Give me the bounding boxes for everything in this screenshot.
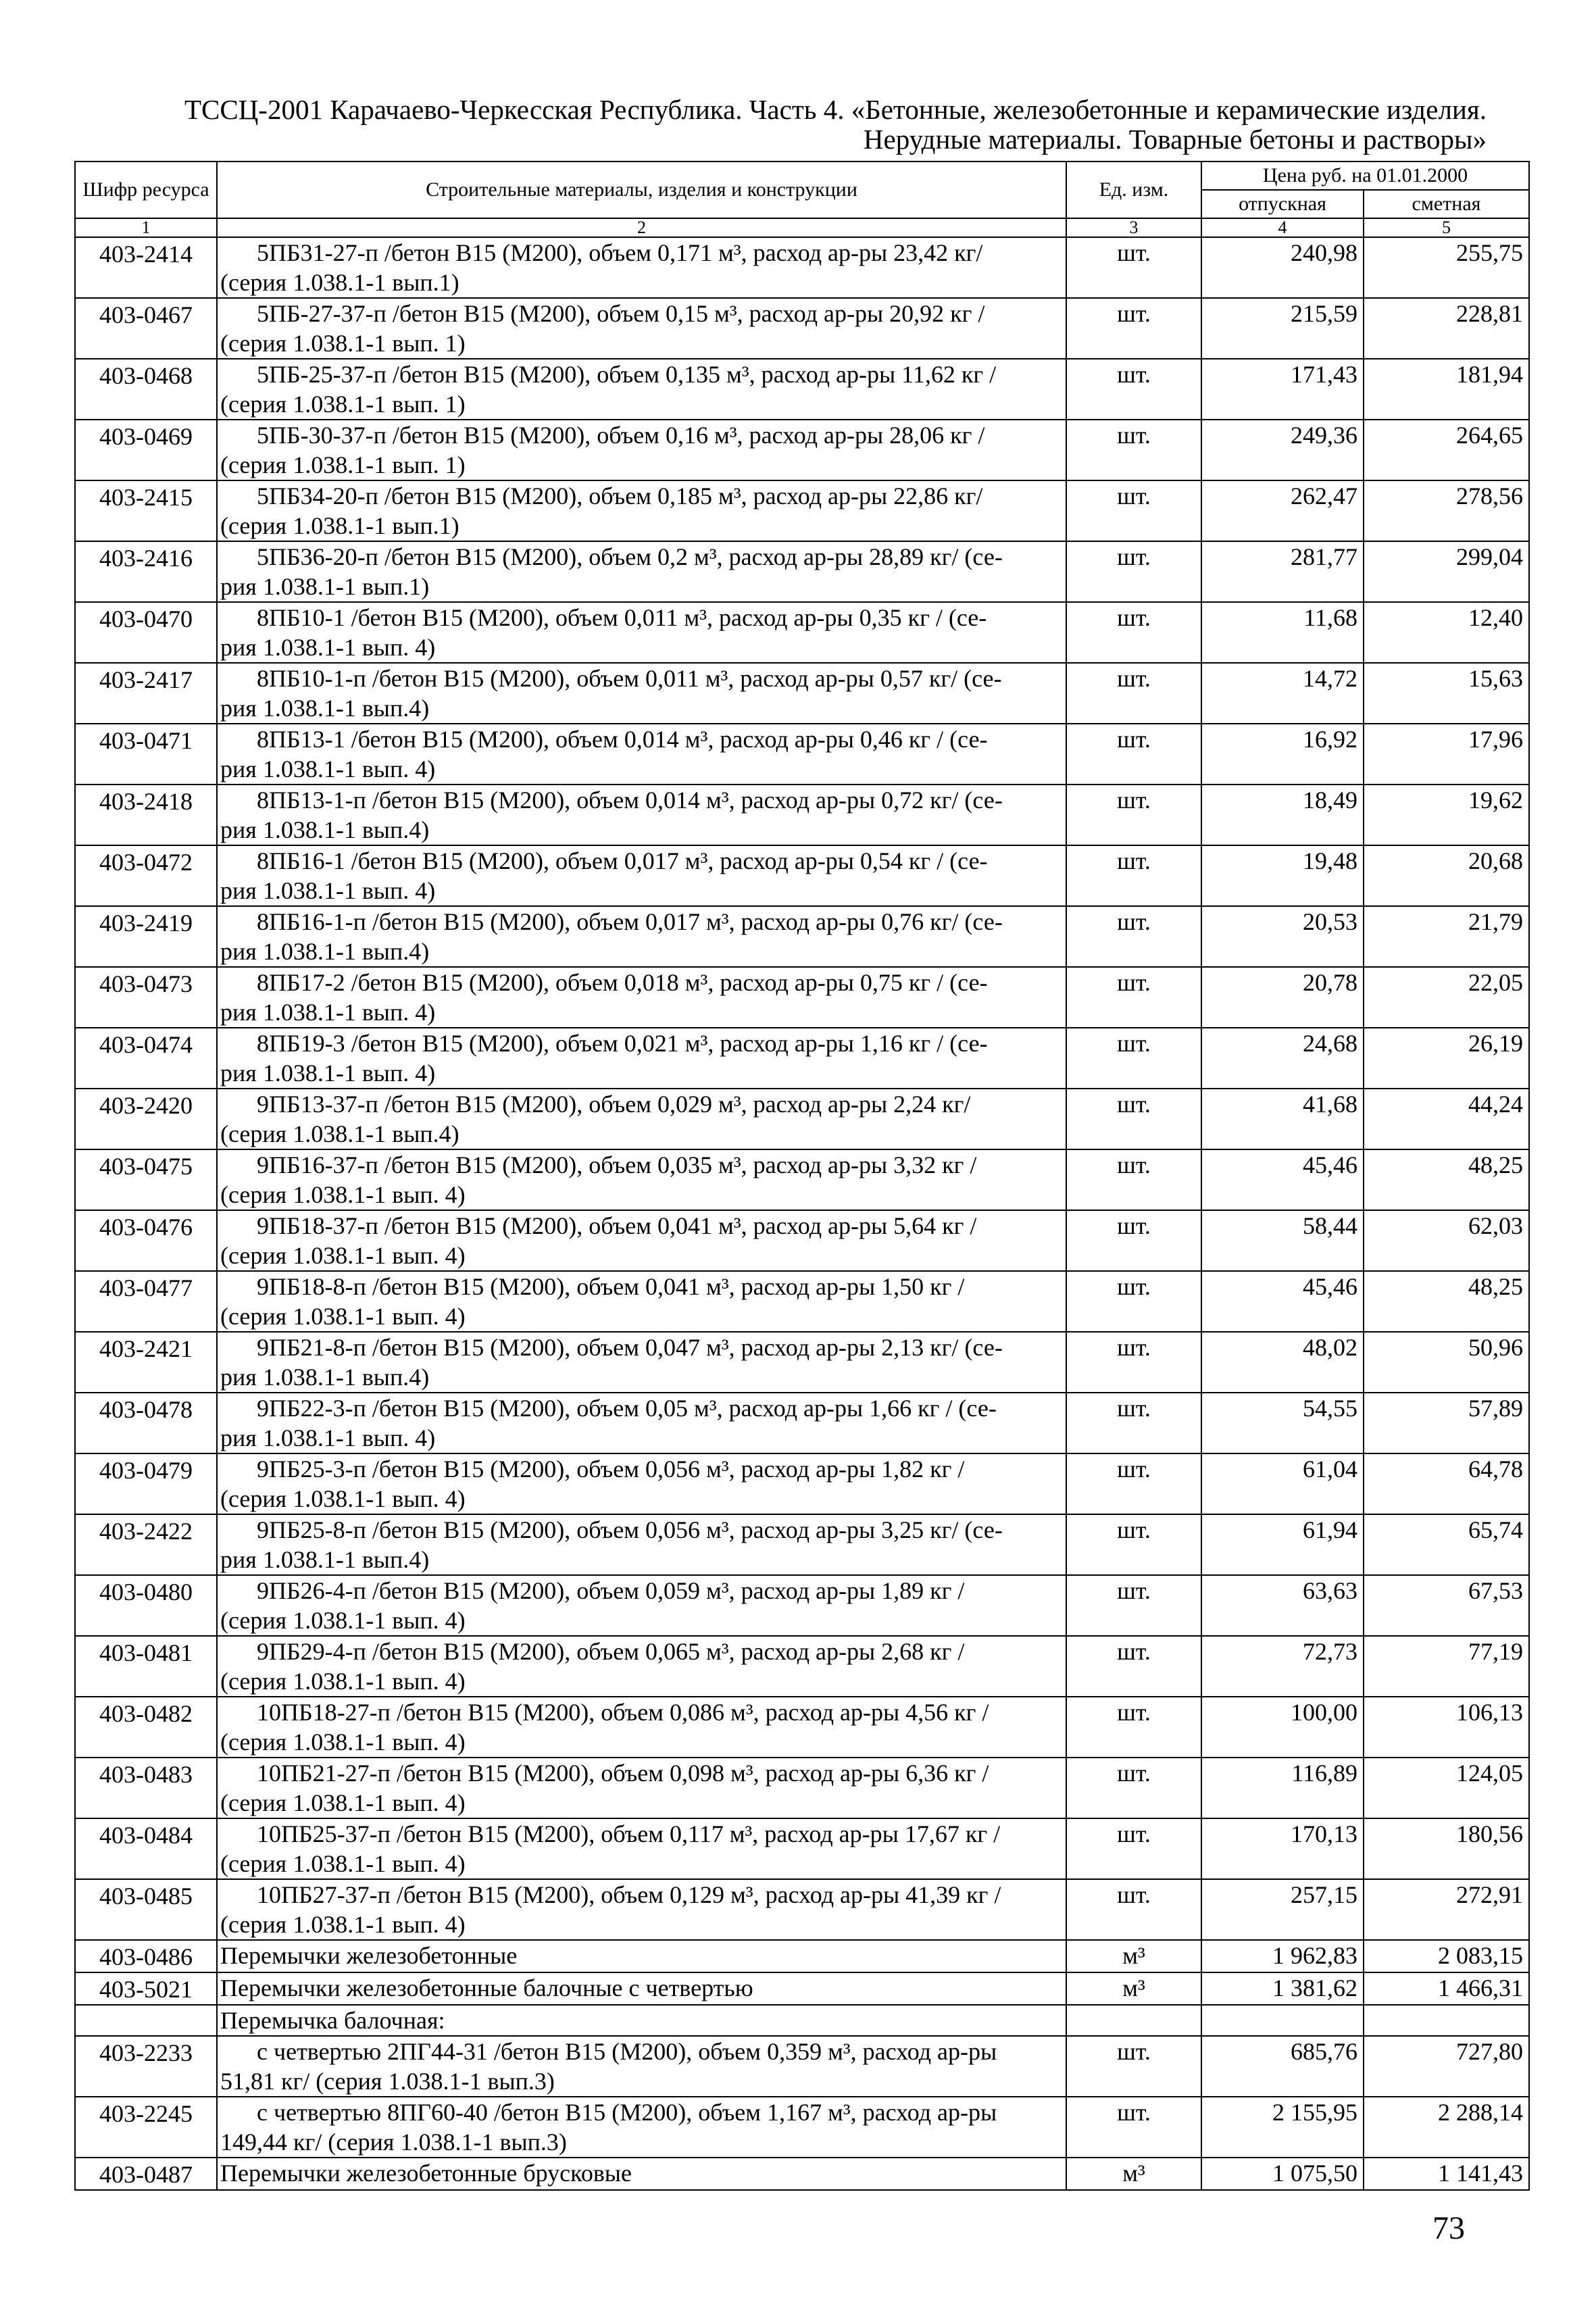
unit: шт. [1066,1879,1201,1940]
description-line-2: рия 1.038.1-1 вып.1) [220,573,430,600]
column-number: 4 [1201,218,1364,237]
release-price: 20,78 [1201,967,1364,1028]
resource-code: 403-0471 [75,724,217,785]
estimate-price: 50,96 [1364,1332,1529,1393]
table-row [75,1636,1529,1697]
table-row [75,298,1529,359]
unit: шт. [1066,420,1201,480]
material-description [217,298,1066,359]
material-description [217,2005,1066,2036]
table-row [75,1697,1529,1758]
material-description [217,602,1066,663]
description-line-1: 8ПБ13-1 /бетон В15 (М200), объем 0,014 м³, расход ар-ры 0,46 кг / (се- [257,726,988,753]
release-price: 41,68 [1201,1089,1364,1149]
material-description [217,663,1066,724]
description-line-1: 9ПБ25-8-п /бетон В15 (М200), объем 0,056 м³, расход ар-ры 3,25 кг/ (се- [257,1516,1003,1543]
column-number: 5 [1364,218,1529,237]
description-line-1: 5ПБ34-20-п /бетон В15 (М200), объем 0,185 м³, расход ар-ры 22,86 кг/ [257,482,983,509]
description-line-2: рия 1.038.1-1 вып.4) [220,938,430,965]
resource-code: 403-0485 [75,1879,217,1940]
estimate-price: 2 083,15 [1364,1940,1529,1972]
resource-code: 403-0478 [75,1393,217,1453]
resource-code: 403-0477 [75,1271,217,1332]
table-row [75,1972,1529,2005]
material-description [217,785,1066,845]
estimate-price: 278,56 [1364,480,1529,541]
release-price: 1 381,62 [1201,1972,1364,2005]
resource-code: 403-0484 [75,1818,217,1879]
release-price: 2 155,95 [1201,2097,1364,2158]
description-line-1: 10ПБ18-27-п /бетон В15 (М200), объем 0,086 м³, расход ар-ры 4,56 кг / [257,1699,989,1726]
release-price: 685,76 [1201,2036,1364,2097]
material-description [217,1697,1066,1758]
resource-code: 403-0482 [75,1697,217,1758]
resource-code: 403-2414 [75,237,217,298]
table-row [75,602,1529,663]
release-price: 257,15 [1201,1879,1364,1940]
description-line-1: Перемычки железобетонные [220,1942,518,1969]
description-line-2: рия 1.038.1-1 вып. 4) [220,1424,436,1451]
estimate-price: 180,56 [1364,1818,1529,1879]
estimate-price: 17,96 [1364,724,1529,785]
material-description [217,1879,1066,1940]
material-description [217,906,1066,967]
table-row [75,724,1529,785]
resource-code: 403-0474 [75,1028,217,1089]
description-line-2: рия 1.038.1-1 вып. 4) [220,634,436,661]
description-line-2: 149,44 кг/ (серия 1.038.1-1 вып.3) [220,2129,567,2156]
estimate-price: 228,81 [1364,298,1529,359]
estimate-price [1364,2005,1529,2036]
description-line-1: 9ПБ21-8-п /бетон В15 (М200), объем 0,047 м³, расход ар-ры 2,13 кг/ (се- [257,1334,1003,1361]
unit: шт. [1066,1636,1201,1697]
description-line-2: (серия 1.038.1-1 вып. 4) [220,1789,466,1816]
description-line-1: 5ПБ31-27-п /бетон В15 (М200), объем 0,171 м³, расход ар-ры 23,42 кг/ [257,239,983,266]
title-line-2: Нерудные материалы. Товарные бетоны и растворы» [863,124,1487,155]
release-price: 48,02 [1201,1332,1364,1393]
resource-code: 403-2420 [75,1089,217,1149]
resource-code: 403-2233 [75,2036,217,2097]
description-line-1: 9ПБ18-8-п /бетон В15 (М200), объем 0,041 м³, расход ар-ры 1,50 кг / [257,1273,965,1300]
description-line-1: 9ПБ13-37-п /бетон В15 (М200), объем 0,029 м³, расход ар-ры 2,24 кг/ [257,1091,971,1118]
unit: шт. [1066,967,1201,1028]
resource-code: 403-0467 [75,298,217,359]
table-row [75,2158,1529,2190]
material-description [217,845,1066,906]
unit: шт. [1066,1514,1201,1575]
description-line-2: рия 1.038.1-1 вып. 4) [220,755,436,782]
resource-code: 403-0481 [75,1636,217,1697]
description-line-1: 10ПБ27-37-п /бетон В15 (М200), объем 0,129 м³, расход ар-ры 41,39 кг / [257,1881,1001,1908]
description-line-1: 8ПБ10-1-п /бетон В15 (М200), объем 0,011 м³, расход ар-ры 0,57 кг/ (се- [257,665,1002,692]
estimate-price: 181,94 [1364,359,1529,420]
table-row [75,1210,1529,1271]
table-row [75,237,1529,298]
table-row [75,1149,1529,1210]
estimate-price: 264,65 [1364,420,1529,480]
release-price: 19,48 [1201,845,1364,906]
description-line-2: (серия 1.038.1-1 вып. 4) [220,1728,466,1756]
description-line-2: (серия 1.038.1-1 вып. 4) [220,1485,466,1512]
release-price: 45,46 [1201,1271,1364,1332]
unit: шт. [1066,1758,1201,1818]
estimate-price: 22,05 [1364,967,1529,1028]
description-line-1: 9ПБ18-37-п /бетон В15 (М200), объем 0,041 м³, расход ар-ры 5,64 кг / [257,1212,977,1239]
material-description [217,2036,1066,2097]
resource-code: 403-0468 [75,359,217,420]
estimate-price: 15,63 [1364,663,1529,724]
estimate-price: 272,91 [1364,1879,1529,1940]
table-row [75,1818,1529,1879]
release-price: 61,04 [1201,1453,1364,1514]
table-row [75,967,1529,1028]
estimate-price: 65,74 [1364,1514,1529,1575]
release-price: 61,94 [1201,1514,1364,1575]
material-description [217,1940,1066,1972]
release-price: 240,98 [1201,237,1364,298]
unit: шт. [1066,237,1201,298]
material-description [217,1332,1066,1393]
description-line-1: с четвертью 2ПГ44-31 /бетон В15 (М200), объем 0,359 м³, расход ар-ры [257,2038,997,2065]
release-price: 281,77 [1201,541,1364,602]
description-line-1: 10ПБ25-37-п /бетон В15 (М200), объем 0,117 м³, расход ар-ры 17,67 кг / [257,1820,1001,1847]
estimate-price: 106,13 [1364,1697,1529,1758]
material-description [217,480,1066,541]
release-price: 1 075,50 [1201,2158,1364,2190]
unit: м³ [1066,2158,1201,2190]
table-row [75,663,1529,724]
description-line-2: (серия 1.038.1-1 вып.4) [220,1120,459,1147]
estimate-price: 12,40 [1364,602,1529,663]
material-description [217,1514,1066,1575]
release-price: 170,13 [1201,1818,1364,1879]
description-line-2: 51,81 кг/ (серия 1.038.1-1 вып.3) [220,2068,555,2095]
description-line-2: рия 1.038.1-1 вып.4) [220,695,430,722]
resource-code: 403-2416 [75,541,217,602]
table-row [75,2097,1529,2158]
material-description [217,1028,1066,1089]
release-price: 18,49 [1201,785,1364,845]
release-price: 20,53 [1201,906,1364,967]
release-price: 11,68 [1201,602,1364,663]
estimate-price: 1 141,43 [1364,2158,1529,2190]
release-price: 116,89 [1201,1758,1364,1818]
table-row [75,845,1529,906]
material-description [217,1271,1066,1332]
unit: шт. [1066,298,1201,359]
description-line-1: Перемычки железобетонные брусковые [220,2160,632,2187]
table-row [75,2036,1529,2097]
table-row [75,1453,1529,1514]
unit: шт. [1066,845,1201,906]
resource-code [75,2005,217,2036]
resource-code: 403-2419 [75,906,217,967]
unit: шт. [1066,1818,1201,1879]
table-row [75,1332,1529,1393]
unit: шт. [1066,541,1201,602]
description-line-2: рия 1.038.1-1 вып. 4) [220,877,436,904]
estimate-price: 255,75 [1364,237,1529,298]
release-price: 249,36 [1201,420,1364,480]
release-price: 63,63 [1201,1575,1364,1636]
material-description [217,1089,1066,1149]
header-name: Строительные материалы, изделия и конструкции [217,161,1066,218]
table-row [75,359,1529,420]
table-row [75,906,1529,967]
material-description [217,1758,1066,1818]
column-number: 2 [217,218,1066,237]
resource-code: 403-0486 [75,1940,217,1972]
resource-code: 403-0487 [75,2158,217,2190]
material-description [217,2097,1066,2158]
resource-code: 403-0475 [75,1149,217,1210]
description-line-1: 5ПБ-30-37-п /бетон В15 (М200), объем 0,16 м³, расход ар-ры 28,06 кг / [257,422,985,449]
description-line-2: (серия 1.038.1-1 вып. 1) [220,330,466,357]
header-unit: Ед. изм. [1066,161,1201,218]
resource-code: 403-0480 [75,1575,217,1636]
release-price: 16,92 [1201,724,1364,785]
material-description [217,420,1066,480]
table-row [75,420,1529,480]
description-line-2: рия 1.038.1-1 вып. 4) [220,999,436,1026]
material-description [217,237,1066,298]
unit: шт. [1066,2036,1201,2097]
material-description [217,359,1066,420]
material-description [217,1636,1066,1697]
description-line-1: 8ПБ17-2 /бетон В15 (М200), объем 0,018 м³, расход ар-ры 0,75 кг / (се- [257,969,988,996]
table-row [75,1879,1529,1940]
material-description [217,1149,1066,1210]
unit: шт. [1066,1332,1201,1393]
description-line-2: (серия 1.038.1-1 вып. 4) [220,1181,466,1208]
unit: шт. [1066,602,1201,663]
unit [1066,2005,1201,2036]
unit: шт. [1066,1210,1201,1271]
description-line-2: (серия 1.038.1-1 вып. 4) [220,1607,466,1634]
estimate-price: 62,03 [1364,1210,1529,1271]
unit: шт. [1066,1271,1201,1332]
resource-code: 403-2418 [75,785,217,845]
material-description [217,1818,1066,1879]
unit: шт. [1066,2097,1201,2158]
resource-code: 403-2415 [75,480,217,541]
estimate-price: 20,68 [1364,845,1529,906]
unit: шт. [1066,480,1201,541]
table-body [75,237,1529,2190]
estimate-price: 77,19 [1364,1636,1529,1697]
description-line-2: (серия 1.038.1-1 вып. 4) [220,1242,466,1269]
header-release-price: отпускная [1201,190,1364,218]
description-line-2: рия 1.038.1-1 вып.4) [220,1364,430,1391]
material-description [217,2158,1066,2190]
table-row [75,1089,1529,1149]
unit: шт. [1066,359,1201,420]
description-line-1: 5ПБ-27-37-п /бетон В15 (М200), объем 0,15 м³, расход ар-ры 20,92 кг / [257,300,985,327]
estimate-price: 48,25 [1364,1271,1529,1332]
unit: шт. [1066,1149,1201,1210]
release-price: 24,68 [1201,1028,1364,1089]
table-row [75,480,1529,541]
header-estimate-price: сметная [1364,190,1529,218]
table-row [75,1940,1529,1972]
resource-code: 403-5021 [75,1972,217,2005]
description-line-1: 9ПБ29-4-п /бетон В15 (М200), объем 0,065 м³, расход ар-ры 2,68 кг / [257,1638,965,1665]
estimate-price: 48,25 [1364,1149,1529,1210]
page-number: 73 [1432,2210,1465,2246]
resource-code: 403-2245 [75,2097,217,2158]
table-row [75,541,1529,602]
unit: шт. [1066,906,1201,967]
table-row [75,785,1529,845]
description-line-1: 9ПБ22-3-п /бетон В15 (М200), объем 0,05 м³, расход ар-ры 1,66 кг / (се- [257,1395,997,1422]
description-line-1: 8ПБ16-1 /бетон В15 (М200), объем 0,017 м³, расход ар-ры 0,54 кг / (се- [257,847,988,874]
material-description [217,1575,1066,1636]
description-line-2: (серия 1.038.1-1 вып. 1) [220,451,466,478]
description-line-2: (серия 1.038.1-1 вып. 4) [220,1850,466,1877]
description-line-2: (серия 1.038.1-1 вып.1) [220,269,459,296]
estimate-price: 21,79 [1364,906,1529,967]
estimate-price: 26,19 [1364,1028,1529,1089]
resource-code: 403-2417 [75,663,217,724]
estimate-price: 67,53 [1364,1575,1529,1636]
unit: м³ [1066,1972,1201,2005]
column-number: 1 [75,218,217,237]
table-row [75,1393,1529,1453]
description-line-2: (серия 1.038.1-1 вып.1) [220,512,459,539]
unit: шт. [1066,1089,1201,1149]
estimate-price: 727,80 [1364,2036,1529,2097]
resource-code: 403-0479 [75,1453,217,1514]
material-description [217,1453,1066,1514]
release-price: 171,43 [1201,359,1364,420]
description-line-1: 10ПБ21-27-п /бетон В15 (М200), объем 0,098 м³, расход ар-ры 6,36 кг / [257,1760,989,1787]
description-line-2: (серия 1.038.1-1 вып. 4) [220,1668,466,1695]
description-line-2: рия 1.038.1-1 вып.4) [220,816,430,843]
release-price [1201,2005,1364,2036]
unit: шт. [1066,724,1201,785]
description-line-1: Перемычка балочная: [220,2007,445,2034]
material-description [217,1210,1066,1271]
description-line-1: 8ПБ16-1-п /бетон В15 (М200), объем 0,017 м³, расход ар-ры 0,76 кг/ (се- [257,908,1003,935]
description-line-2: (серия 1.038.1-1 вып. 1) [220,391,466,418]
unit: шт. [1066,1697,1201,1758]
estimate-price: 1 466,31 [1364,1972,1529,2005]
resource-code: 403-2422 [75,1514,217,1575]
price-table [74,161,1530,2191]
table-row [75,1758,1529,1818]
description-line-1: 9ПБ26-4-п /бетон В15 (М200), объем 0,059 м³, расход ар-ры 1,89 кг / [257,1577,965,1604]
unit: шт. [1066,1393,1201,1453]
resource-code: 403-0483 [75,1758,217,1818]
release-price: 14,72 [1201,663,1364,724]
resource-code: 403-0470 [75,602,217,663]
unit: шт. [1066,1575,1201,1636]
description-line-2: рия 1.038.1-1 вып. 4) [220,1060,436,1087]
estimate-price: 19,62 [1364,785,1529,845]
unit: шт. [1066,785,1201,845]
description-line-2: (серия 1.038.1-1 вып. 4) [220,1911,466,1938]
unit: шт. [1066,1453,1201,1514]
resource-code: 403-0473 [75,967,217,1028]
title-line-1: ТССЦ-2001 Карачаево-Черкесская Республика. Часть 4. «Бетонные, железобетонные и керамические изделия. [184,94,1487,125]
description-line-1: 8ПБ19-3 /бетон В15 (М200), объем 0,021 м³, расход ар-ры 1,16 кг / (се- [257,1030,988,1057]
resource-code: 403-0476 [75,1210,217,1271]
table-row [75,1271,1529,1332]
description-line-1: 8ПБ13-1-п /бетон В15 (М200), объем 0,014 м³, расход ар-ры 0,72 кг/ (се- [257,787,1003,814]
release-price: 72,73 [1201,1636,1364,1697]
description-line-1: 9ПБ25-3-п /бетон В15 (М200), объем 0,056 м³, расход ар-ры 1,82 кг / [257,1455,965,1483]
table-row [75,1514,1529,1575]
estimate-price: 2 288,14 [1364,2097,1529,2158]
unit: м³ [1066,1940,1201,1972]
release-price: 100,00 [1201,1697,1364,1758]
header-code: Шифр ресурса [75,161,217,218]
column-number: 3 [1066,218,1201,237]
table-row [75,1028,1529,1089]
estimate-price: 124,05 [1364,1758,1529,1818]
table-row [75,1575,1529,1636]
estimate-price: 299,04 [1364,541,1529,602]
estimate-price: 57,89 [1364,1393,1529,1453]
resource-code: 403-2421 [75,1332,217,1393]
material-description [217,967,1066,1028]
material-description [217,541,1066,602]
release-price: 58,44 [1201,1210,1364,1271]
release-price: 1 962,83 [1201,1940,1364,1972]
description-line-2: рия 1.038.1-1 вып.4) [220,1546,430,1573]
description-line-1: 5ПБ-25-37-п /бетон В15 (М200), объем 0,135 м³, расход ар-ры 11,62 кг / [257,361,997,388]
material-description [217,1393,1066,1453]
material-description [217,724,1066,785]
estimate-price: 44,24 [1364,1089,1529,1149]
material-description [217,1972,1066,2005]
resource-code: 403-0469 [75,420,217,480]
description-line-1: 9ПБ16-37-п /бетон В15 (М200), объем 0,035 м³, расход ар-ры 3,32 кг / [257,1151,977,1178]
header-price: Цена руб. на 01.01.2000 [1201,161,1529,190]
description-line-1: 5ПБ36-20-п /бетон В15 (М200), объем 0,2 м³, расход ар-ры 28,89 кг/ (се- [257,543,1003,570]
unit: шт. [1066,1028,1201,1089]
description-line-1: 8ПБ10-1 /бетон В15 (М200), объем 0,011 м³, расход ар-ры 0,35 кг / (се- [257,604,987,631]
resource-code: 403-0472 [75,845,217,906]
estimate-price: 64,78 [1364,1453,1529,1514]
release-price: 54,55 [1201,1393,1364,1453]
release-price: 262,47 [1201,480,1364,541]
description-line-1: Перемычки железобетонные балочные с четвертью [220,1974,753,2001]
description-line-2: (серия 1.038.1-1 вып. 4) [220,1303,466,1330]
unit: шт. [1066,663,1201,724]
section-row [75,2005,1529,2036]
release-price: 215,59 [1201,298,1364,359]
description-line-1: с четвертью 8ПГ60-40 /бетон В15 (М200), объем 1,167 м³, расход ар-ры [257,2099,997,2126]
release-price: 45,46 [1201,1149,1364,1210]
